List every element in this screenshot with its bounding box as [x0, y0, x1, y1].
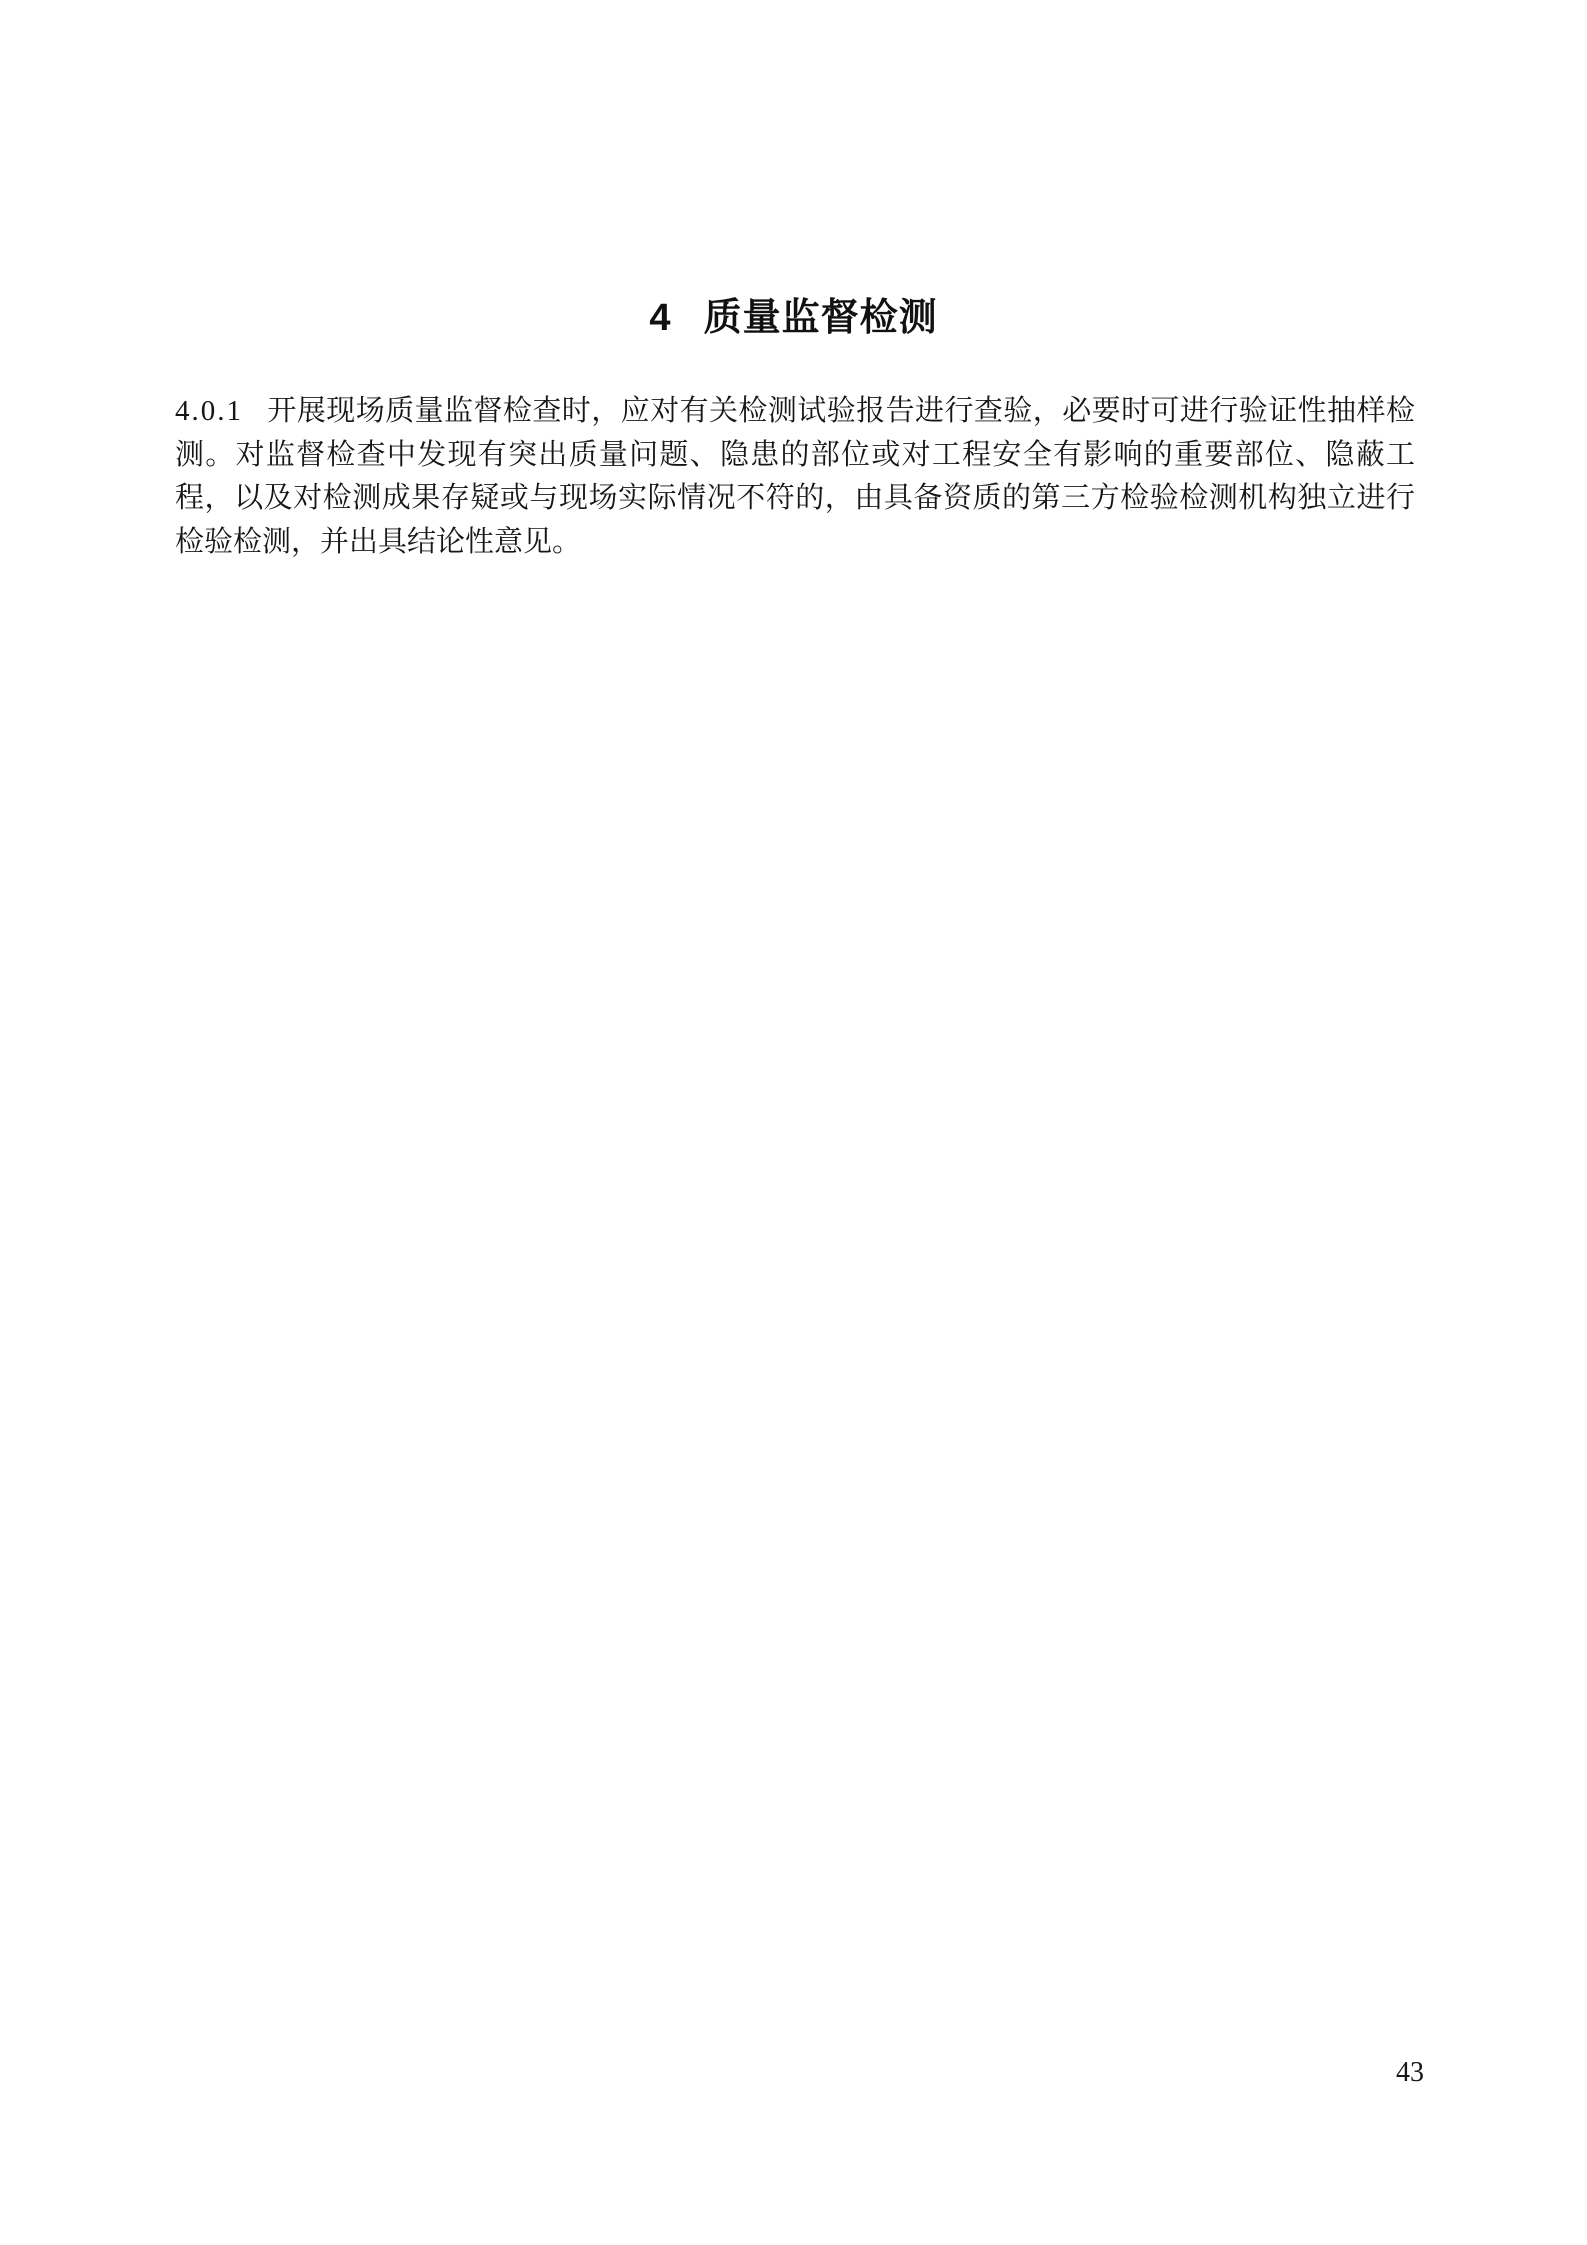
clause-paragraph [175, 390, 1415, 564]
section-title: 质量监督检测 [703, 297, 938, 339]
clause-number: 4.0.1 [175, 395, 243, 427]
page-number: 43 [1396, 2057, 1424, 2088]
clause-text: 开展现场质量监督检查时，应对有关检测试验报告进行查验，必要时可进行验证性抽样检测。对监督检查中发现有突出质量问题、隐患的部位或对工程安全有影响的重要部位、隐蔽工程，以及对检测成果存疑或与现场实际情况不符的，由具备资质的第三方检验检测机构独立进行检验检测，并出具结论性意见。 [175, 395, 1415, 558]
section-number: 4 [649, 297, 672, 339]
section-heading [0, 294, 1587, 342]
